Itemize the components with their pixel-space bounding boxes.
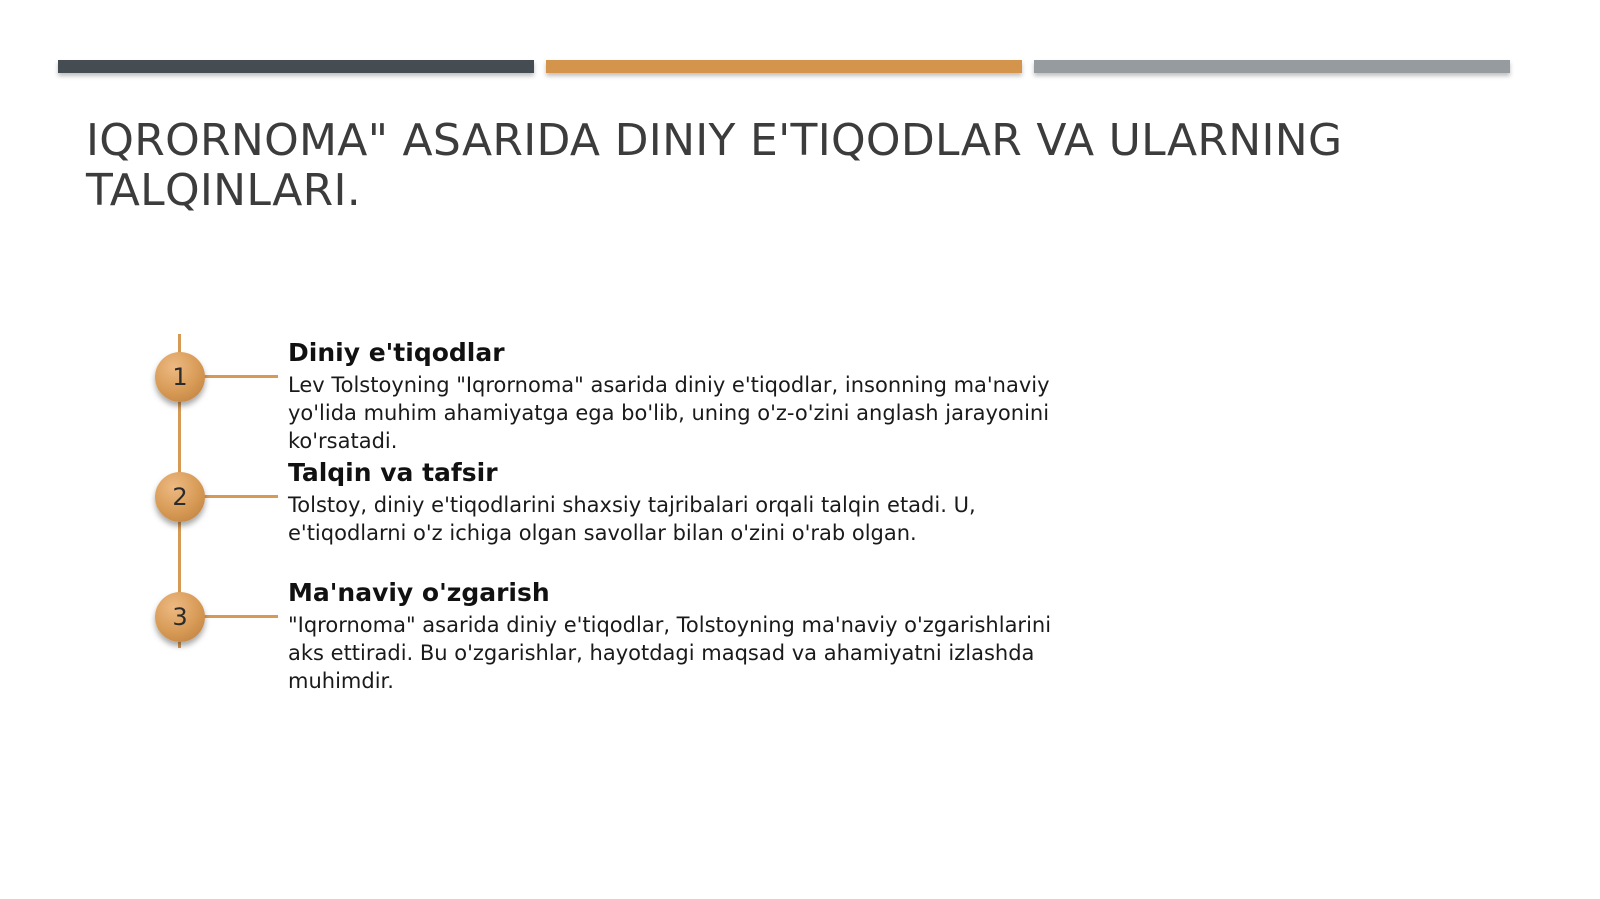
timeline-item-description: Lev Tolstoyning "Iqrornoma" asarida diniy e'tiqodlar, insonning ma'naviy yo'lida muhim ahamiyatga ega bo'lib, uning o'z-o'zini anglash jarayonini ko'rsatadi. (288, 373, 1050, 453)
accent-bar-dark (58, 60, 534, 73)
step-number-badge: 2 (155, 472, 205, 522)
accent-bar-orange (546, 60, 1022, 73)
accent-bar-gray (1034, 60, 1510, 73)
timeline-item-description: "Iqrornoma" asarida diniy e'tiqodlar, Tolstoyning ma'naviy o'zgarishlarini aks ettiradi. Bu o'zgarishlar, hayotdagi maqsad va ahamiyatni izlashda muhimdir. (288, 613, 1052, 693)
step-number-badge: 1 (155, 352, 205, 402)
slide-title: IQRORNOMA" ASARIDA DINIY E'TIQODLAR VA ULARNING TALQINLARI. (86, 115, 1343, 216)
timeline-item-2 (0, 457, 1100, 567)
step-number-badge: 3 (155, 592, 205, 642)
timeline-item-1 (0, 337, 1100, 453)
timeline-item-3 (0, 577, 1100, 693)
timeline-item-description: Tolstoy, diniy e'tiqodlarini shaxsiy tajribalari orqali talqin etadi. U, e'tiqodlarni o'z ichiga olgan savollar bilan o'zini o'rab olgan. (288, 493, 976, 545)
timeline-item-title: Diniy e'tiqodlar (288, 338, 505, 367)
timeline-item-title: Ma'naviy o'zgarish (288, 578, 550, 607)
accent-bars (58, 60, 1544, 73)
timeline-item-title: Talqin va tafsir (288, 458, 498, 487)
